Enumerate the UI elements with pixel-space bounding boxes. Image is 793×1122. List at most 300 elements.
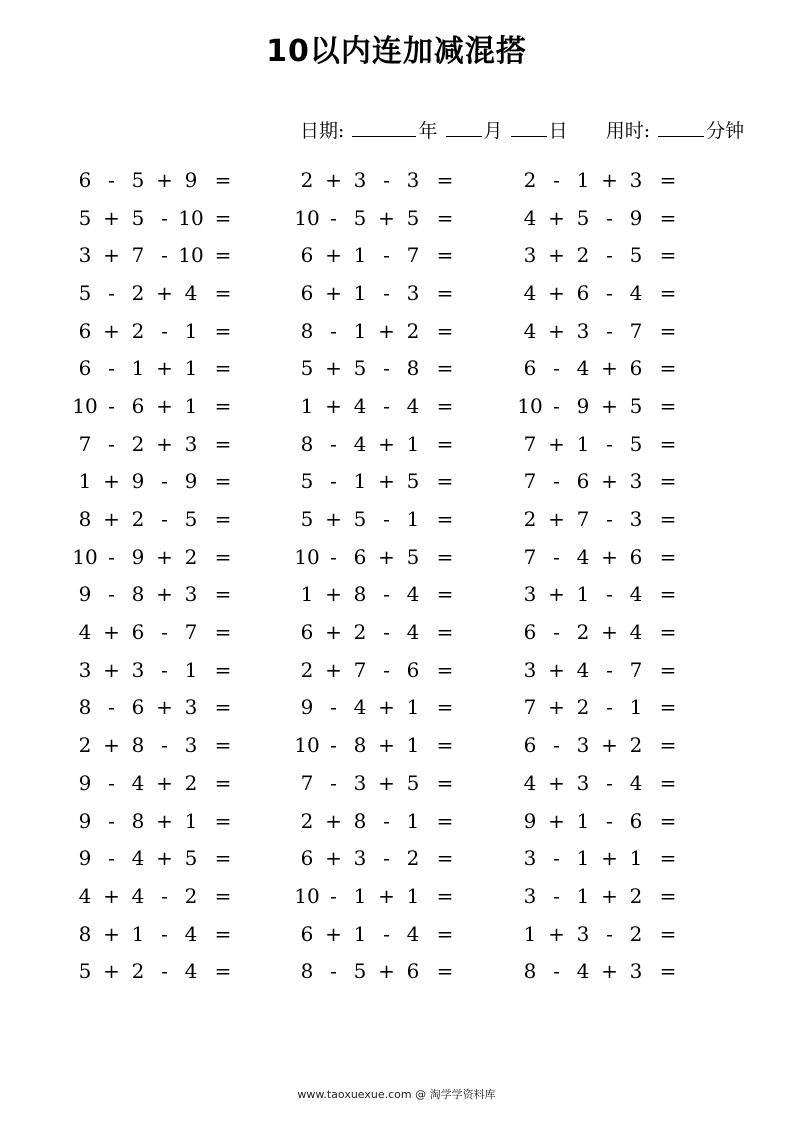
first-operator: - — [330, 695, 337, 720]
first-number: 5 — [78, 959, 92, 984]
problem — [290, 463, 460, 501]
first-number: 3 — [523, 657, 537, 682]
second-number: 1 — [576, 431, 590, 456]
problem — [68, 764, 238, 802]
first-operator: - — [553, 393, 560, 418]
problem — [290, 312, 460, 350]
second-operator: - — [161, 243, 168, 268]
second-operator: - — [606, 205, 613, 230]
first-operator: - — [108, 695, 115, 720]
problem-row — [0, 802, 793, 840]
first-number: 9 — [523, 808, 537, 833]
second-operator: - — [606, 808, 613, 833]
problem — [290, 387, 460, 425]
day-blank[interactable] — [511, 118, 547, 137]
problem — [68, 425, 238, 463]
month-blank[interactable] — [446, 118, 482, 137]
second-operator: + — [378, 544, 395, 569]
third-number: 5 — [406, 469, 420, 494]
problem — [513, 425, 683, 463]
second-operator: - — [383, 507, 390, 532]
year-label: 年 — [418, 120, 438, 142]
first-number: 7 — [300, 770, 314, 795]
second-operator: - — [606, 280, 613, 305]
problem — [513, 312, 683, 350]
first-operator: + — [325, 620, 342, 645]
date-time-line — [300, 116, 744, 143]
equals-sign: = — [214, 733, 232, 758]
equals-sign: = — [214, 582, 232, 607]
first-number: 2 — [78, 733, 92, 758]
first-operator: + — [103, 883, 120, 908]
problem — [68, 161, 238, 199]
third-number: 2 — [184, 544, 198, 569]
first-number: 4 — [78, 883, 92, 908]
third-number: 9 — [629, 205, 643, 230]
first-operator: + — [103, 733, 120, 758]
first-operator: - — [330, 431, 337, 456]
third-number: 6 — [629, 808, 643, 833]
problem — [68, 274, 238, 312]
problem-row — [0, 877, 793, 915]
problem-row — [0, 349, 793, 387]
second-number: 7 — [131, 243, 145, 268]
second-operator: - — [383, 393, 390, 418]
second-operator: - — [161, 507, 168, 532]
problem — [68, 839, 238, 877]
day-label: 日 — [548, 120, 568, 142]
first-number: 3 — [523, 846, 537, 871]
first-operator: - — [553, 733, 560, 758]
first-operator: - — [330, 770, 337, 795]
second-operator: + — [156, 431, 173, 456]
problem — [513, 651, 683, 689]
equals-sign: = — [436, 243, 454, 268]
problem — [290, 689, 460, 727]
problem — [290, 877, 460, 915]
second-number: 6 — [576, 280, 590, 305]
first-operator: + — [325, 582, 342, 607]
problem — [290, 161, 460, 199]
problem — [68, 312, 238, 350]
problem — [513, 463, 683, 501]
second-number: 1 — [576, 846, 590, 871]
first-operator: + — [325, 356, 342, 381]
first-operator: + — [548, 318, 565, 343]
second-operator: - — [161, 205, 168, 230]
first-number: 6 — [523, 620, 537, 645]
first-operator: - — [108, 846, 115, 871]
second-operator: + — [601, 733, 618, 758]
first-operator: + — [325, 657, 342, 682]
third-number: 1 — [406, 507, 420, 532]
equals-sign: = — [214, 431, 232, 456]
second-operator: + — [156, 808, 173, 833]
second-number: 8 — [353, 808, 367, 833]
first-number: 7 — [523, 469, 537, 494]
second-operator: - — [383, 167, 390, 192]
second-number: 4 — [353, 695, 367, 720]
equals-sign: = — [214, 469, 232, 494]
equals-sign: = — [659, 243, 677, 268]
problem — [513, 726, 683, 764]
first-operator: - — [553, 959, 560, 984]
problem — [290, 500, 460, 538]
problem — [290, 199, 460, 237]
first-number: 2 — [300, 167, 314, 192]
second-operator: - — [161, 469, 168, 494]
problem — [290, 425, 460, 463]
first-number: 1 — [523, 921, 537, 946]
second-operator: + — [378, 469, 395, 494]
first-number: 4 — [523, 280, 537, 305]
problem — [68, 387, 238, 425]
problem — [513, 915, 683, 953]
equals-sign: = — [436, 808, 454, 833]
second-number: 8 — [353, 582, 367, 607]
equals-sign: = — [659, 469, 677, 494]
third-number: 2 — [406, 846, 420, 871]
second-operator: - — [606, 921, 613, 946]
second-operator: - — [383, 808, 390, 833]
problem — [513, 613, 683, 651]
equals-sign: = — [436, 544, 454, 569]
third-number: 5 — [629, 431, 643, 456]
second-operator: - — [606, 507, 613, 532]
equals-sign: = — [659, 770, 677, 795]
problem — [290, 952, 460, 990]
second-operator: - — [383, 243, 390, 268]
equals-sign: = — [659, 733, 677, 758]
second-operator: - — [606, 657, 613, 682]
first-number: 1 — [300, 393, 314, 418]
third-number: 1 — [184, 657, 198, 682]
second-number: 6 — [131, 695, 145, 720]
third-number: 9 — [184, 167, 198, 192]
second-number: 5 — [353, 205, 367, 230]
problem — [513, 387, 683, 425]
problem — [290, 349, 460, 387]
second-operator: + — [601, 356, 618, 381]
second-number: 5 — [131, 205, 145, 230]
third-number: 1 — [406, 808, 420, 833]
second-number: 2 — [576, 695, 590, 720]
problem — [68, 726, 238, 764]
problem — [68, 651, 238, 689]
first-operator: - — [108, 167, 115, 192]
first-operator: - — [108, 393, 115, 418]
equals-sign: = — [214, 356, 232, 381]
problem-row — [0, 952, 793, 990]
first-number: 8 — [300, 431, 314, 456]
first-operator: - — [553, 883, 560, 908]
year-blank[interactable] — [352, 118, 416, 137]
problem-row — [0, 726, 793, 764]
first-operator: - — [553, 846, 560, 871]
first-number: 6 — [300, 921, 314, 946]
problem — [68, 613, 238, 651]
first-operator: + — [548, 431, 565, 456]
first-number: 4 — [523, 205, 537, 230]
third-number: 2 — [184, 770, 198, 795]
problem — [513, 500, 683, 538]
first-operator: + — [548, 582, 565, 607]
problem-row — [0, 312, 793, 350]
equals-sign: = — [214, 770, 232, 795]
third-number: 10 — [178, 205, 204, 230]
problem — [290, 839, 460, 877]
equals-sign: = — [436, 167, 454, 192]
second-operator: + — [378, 318, 395, 343]
second-operator: - — [606, 770, 613, 795]
second-operator: + — [156, 393, 173, 418]
problem — [513, 576, 683, 614]
equals-sign: = — [659, 318, 677, 343]
first-number: 6 — [300, 620, 314, 645]
first-operator: + — [548, 280, 565, 305]
page-title: 10以内连加减混搭 — [266, 34, 527, 69]
problem — [68, 236, 238, 274]
equals-sign: = — [659, 883, 677, 908]
first-operator: + — [325, 393, 342, 418]
second-number: 4 — [131, 770, 145, 795]
third-number: 1 — [406, 695, 420, 720]
second-operator: - — [161, 883, 168, 908]
third-number: 1 — [406, 733, 420, 758]
second-number: 4 — [576, 657, 590, 682]
first-operator: + — [325, 167, 342, 192]
first-number: 3 — [78, 243, 92, 268]
second-operator: + — [378, 695, 395, 720]
first-operator: - — [330, 883, 337, 908]
first-number: 3 — [523, 883, 537, 908]
first-operator: - — [108, 280, 115, 305]
third-number: 3 — [629, 507, 643, 532]
problem — [290, 538, 460, 576]
second-number: 8 — [131, 582, 145, 607]
problem — [513, 199, 683, 237]
first-operator: + — [548, 243, 565, 268]
first-operator: + — [103, 921, 120, 946]
second-operator: + — [378, 959, 395, 984]
equals-sign: = — [436, 356, 454, 381]
first-number: 6 — [300, 280, 314, 305]
second-number: 1 — [131, 921, 145, 946]
second-operator: - — [383, 280, 390, 305]
problem — [290, 802, 460, 840]
second-number: 4 — [353, 431, 367, 456]
second-number: 5 — [353, 507, 367, 532]
second-operator: + — [378, 205, 395, 230]
second-operator: + — [378, 431, 395, 456]
first-operator: + — [548, 657, 565, 682]
equals-sign: = — [436, 620, 454, 645]
first-number: 8 — [300, 318, 314, 343]
second-number: 1 — [353, 318, 367, 343]
second-number: 6 — [131, 393, 145, 418]
first-operator: + — [325, 280, 342, 305]
problem — [513, 349, 683, 387]
second-operator: - — [606, 582, 613, 607]
problem — [68, 576, 238, 614]
second-operator: + — [156, 695, 173, 720]
third-number: 2 — [629, 921, 643, 946]
first-operator: - — [553, 469, 560, 494]
second-number: 8 — [353, 733, 367, 758]
first-number: 6 — [78, 356, 92, 381]
first-operator: - — [108, 770, 115, 795]
first-number: 3 — [78, 657, 92, 682]
first-operator: + — [103, 507, 120, 532]
equals-sign: = — [659, 167, 677, 192]
second-operator: + — [156, 846, 173, 871]
problem — [513, 839, 683, 877]
third-number: 4 — [184, 959, 198, 984]
third-number: 4 — [406, 921, 420, 946]
second-number: 2 — [353, 620, 367, 645]
footer-credit: www.taoxuexue.com @ 淘学学资料库 — [297, 1088, 496, 1101]
third-number: 4 — [629, 280, 643, 305]
first-number: 2 — [300, 808, 314, 833]
problem — [513, 877, 683, 915]
equals-sign: = — [214, 243, 232, 268]
second-number: 1 — [576, 808, 590, 833]
problem — [513, 161, 683, 199]
problem-row — [0, 651, 793, 689]
problem — [290, 651, 460, 689]
problem — [513, 952, 683, 990]
first-number: 1 — [78, 469, 92, 494]
first-number: 10 — [72, 544, 98, 569]
first-operator: + — [103, 469, 120, 494]
third-number: 3 — [629, 959, 643, 984]
first-number: 6 — [523, 356, 537, 381]
second-number: 4 — [576, 959, 590, 984]
equals-sign: = — [214, 167, 232, 192]
equals-sign: = — [436, 695, 454, 720]
first-number: 8 — [78, 921, 92, 946]
second-operator: - — [161, 733, 168, 758]
second-number: 9 — [576, 393, 590, 418]
third-number: 2 — [184, 883, 198, 908]
problem — [68, 689, 238, 727]
second-operator: + — [601, 959, 618, 984]
equals-sign: = — [214, 921, 232, 946]
second-number: 6 — [131, 620, 145, 645]
first-number: 4 — [78, 620, 92, 645]
second-number: 4 — [353, 393, 367, 418]
first-operator: - — [553, 167, 560, 192]
problem — [513, 689, 683, 727]
second-operator: - — [383, 356, 390, 381]
first-operator: + — [103, 318, 120, 343]
second-operator: + — [378, 770, 395, 795]
second-number: 8 — [131, 733, 145, 758]
second-number: 2 — [131, 318, 145, 343]
third-number: 1 — [406, 431, 420, 456]
second-operator: + — [156, 544, 173, 569]
second-number: 3 — [131, 657, 145, 682]
equals-sign: = — [436, 469, 454, 494]
first-operator: + — [325, 846, 342, 871]
third-number: 1 — [184, 356, 198, 381]
third-number: 3 — [184, 431, 198, 456]
equals-sign: = — [214, 205, 232, 230]
equals-sign: = — [214, 657, 232, 682]
first-operator: - — [108, 582, 115, 607]
third-number: 1 — [184, 393, 198, 418]
problem — [68, 538, 238, 576]
first-number: 4 — [523, 770, 537, 795]
first-operator: + — [548, 921, 565, 946]
second-number: 4 — [576, 544, 590, 569]
problem — [290, 915, 460, 953]
second-operator: + — [156, 167, 173, 192]
equals-sign: = — [659, 544, 677, 569]
first-operator: - — [108, 808, 115, 833]
second-operator: + — [601, 883, 618, 908]
second-number: 1 — [353, 243, 367, 268]
problem — [68, 877, 238, 915]
second-number: 2 — [576, 243, 590, 268]
first-number: 6 — [523, 733, 537, 758]
minutes-blank[interactable] — [658, 118, 704, 137]
third-number: 5 — [184, 846, 198, 871]
problem-row — [0, 236, 793, 274]
problem — [68, 463, 238, 501]
second-number: 3 — [353, 167, 367, 192]
third-number: 2 — [629, 733, 643, 758]
equals-sign: = — [659, 921, 677, 946]
first-number: 10 — [72, 393, 98, 418]
equals-sign: = — [659, 431, 677, 456]
second-operator: - — [606, 243, 613, 268]
equals-sign: = — [659, 959, 677, 984]
second-operator: + — [156, 280, 173, 305]
second-number: 2 — [131, 507, 145, 532]
third-number: 3 — [184, 733, 198, 758]
first-operator: - — [553, 544, 560, 569]
second-number: 2 — [576, 620, 590, 645]
first-operator: - — [108, 356, 115, 381]
first-operator: + — [548, 695, 565, 720]
problem — [513, 538, 683, 576]
first-number: 9 — [78, 582, 92, 607]
first-number: 7 — [523, 544, 537, 569]
equals-sign: = — [214, 318, 232, 343]
third-number: 2 — [406, 318, 420, 343]
first-number: 9 — [78, 770, 92, 795]
third-number: 8 — [406, 356, 420, 381]
third-number: 2 — [629, 883, 643, 908]
first-operator: + — [548, 205, 565, 230]
problem — [513, 274, 683, 312]
third-number: 7 — [184, 620, 198, 645]
first-number: 3 — [523, 582, 537, 607]
first-operator: - — [553, 620, 560, 645]
second-operator: - — [383, 620, 390, 645]
third-number: 1 — [629, 846, 643, 871]
equals-sign: = — [214, 544, 232, 569]
third-number: 3 — [184, 695, 198, 720]
equals-sign: = — [659, 205, 677, 230]
problem — [290, 613, 460, 651]
second-operator: - — [161, 921, 168, 946]
equals-sign: = — [214, 280, 232, 305]
first-number: 8 — [78, 507, 92, 532]
second-operator: + — [601, 167, 618, 192]
second-operator: - — [383, 582, 390, 607]
